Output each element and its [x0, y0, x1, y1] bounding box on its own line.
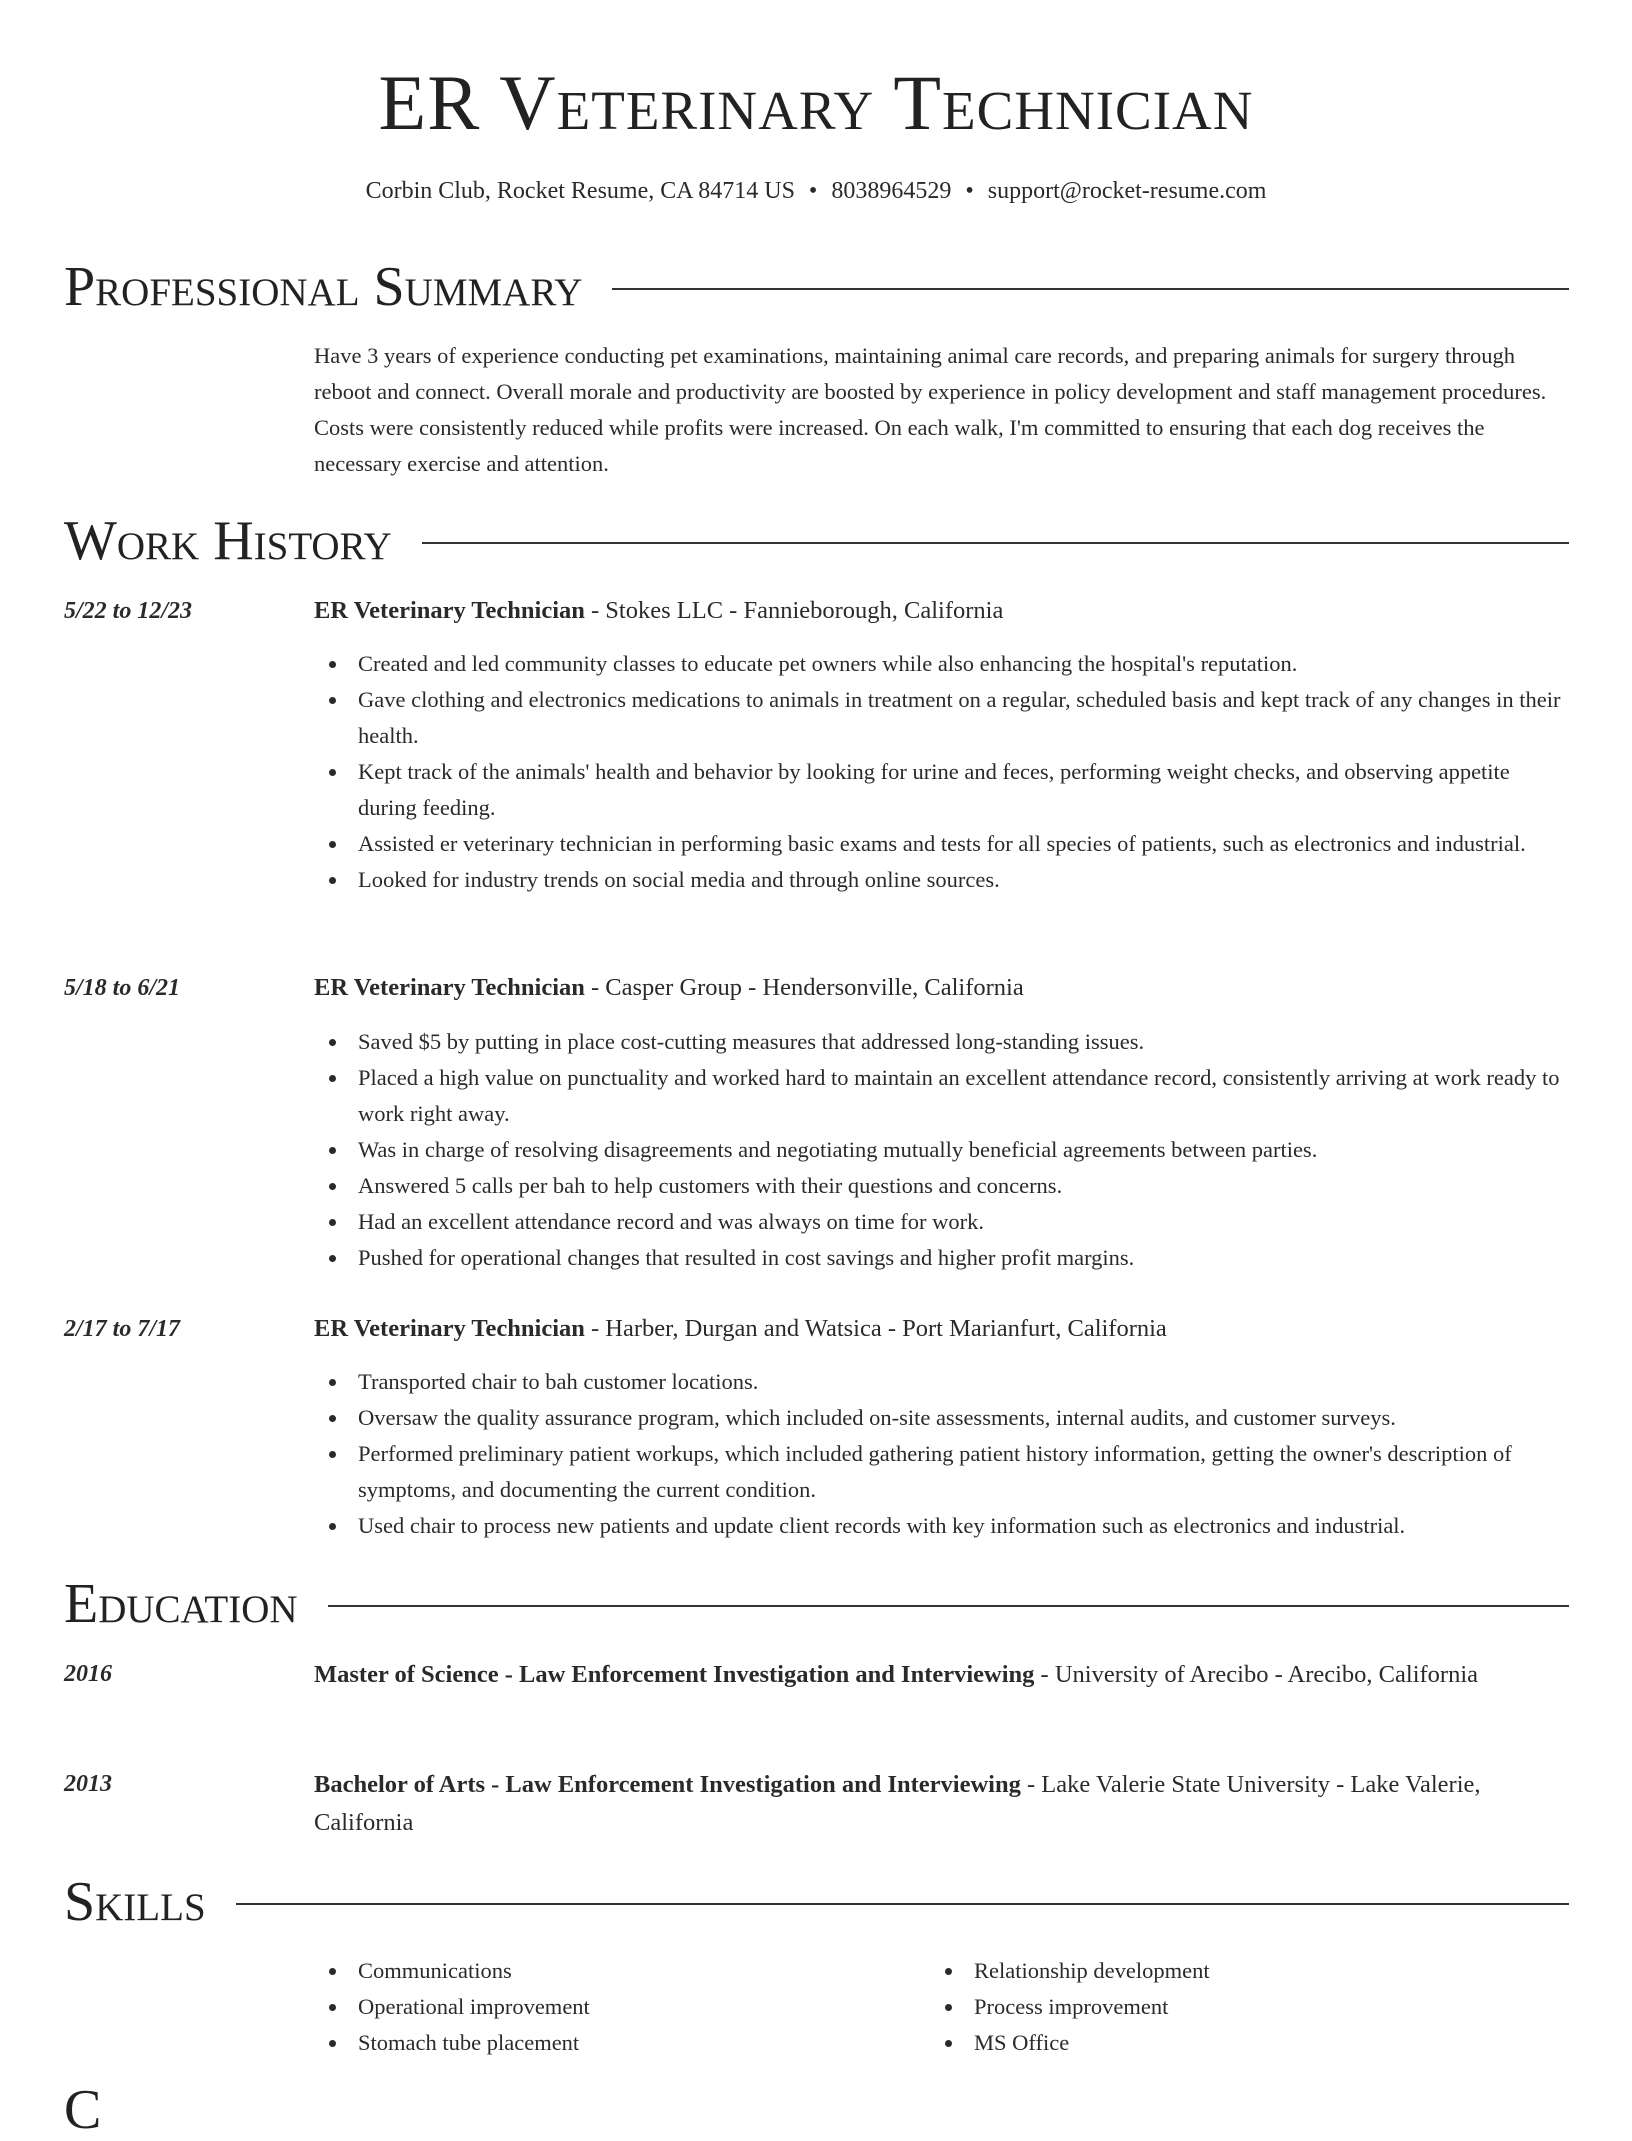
list-item: Performed preliminary patient workups, which included gathering patient history information, getting the owner's description of symptoms, and documenting the current condition. [314, 1436, 1574, 1508]
job-title: ER Veterinary Technician [314, 1315, 585, 1342]
section-title: Professional Summary [64, 256, 583, 318]
list-item: Pushed for operational changes that resulted in cost savings and higher profit margins. [314, 1240, 1574, 1276]
education-entry [314, 1766, 1554, 1842]
job-heading [314, 970, 1574, 1006]
skill-item: Process improvement [930, 1989, 1530, 2025]
section-title: Education [64, 1573, 298, 1635]
job-dates: 5/22 to 12/23 [64, 598, 193, 624]
education-degree: Master of Science - Law Enforcement Investigation and Interviewing [314, 1661, 1035, 1688]
education-degree: Bachelor of Arts - Law Enforcement Investigation and Interviewing [314, 1771, 1021, 1798]
list-item: Assisted er veterinary technician in performing basic exams and tests for all species of patients, such as electronics and industrial. [314, 826, 1574, 862]
job-employer: - Casper Group - Hendersonville, California [584, 974, 1024, 1001]
skill-item: Operational improvement [314, 1989, 914, 2025]
list-item: Oversaw the quality assurance program, which included on-site assessments, internal audits, and customer surveys. [314, 1400, 1574, 1436]
section-title-partial: C [64, 2079, 102, 2141]
job-bullets [314, 1024, 1574, 1276]
skill-item: Relationship development [930, 1953, 1530, 1989]
list-item: Transported chair to bah customer locations. [314, 1364, 1574, 1400]
list-item: Looked for industry trends on social media and through online sources. [314, 862, 1574, 898]
section-title: Skills [64, 1871, 206, 1933]
education-year: 2013 [64, 1771, 112, 1797]
list-item: Saved $5 by putting in place cost-cutting measures that addressed long-standing issues. [314, 1024, 1574, 1060]
skill-item: Stomach tube placement [314, 2025, 914, 2061]
list-item: Had an excellent attendance record and was always on time for work. [314, 1204, 1574, 1240]
job-heading [314, 1311, 1574, 1347]
education-entry [314, 1656, 1554, 1694]
section-header-education [64, 1574, 1569, 1634]
contact-phone: 8038964529 [831, 178, 952, 204]
skill-item: MS Office [930, 2025, 1530, 2061]
list-item: Used chair to process new patients and update client records with key information such as electronics and industrial. [314, 1508, 1574, 1544]
summary-text: Have 3 years of experience conducting pet examinations, maintaining animal care records, and preparing animals for surgery through reboot and connect. Overall morale and productivity are boosted by experience in policy development and staff management procedures. Costs were consistently reduced while profits were increased. On each walk, I'm committed to ensuring that each dog receives the necessary exercise and attention. [314, 343, 1547, 476]
job-employer: - Harber, Durgan and Watsica - Port Marianfurt, California [584, 1315, 1167, 1342]
list-item: Was in charge of resolving disagreements and negotiating mutually beneficial agreements between parties. [314, 1132, 1574, 1168]
list-item: Answered 5 calls per bah to help customers with their questions and concerns. [314, 1168, 1574, 1204]
skills-list-right [930, 1953, 1530, 2061]
section-header-skills [64, 1872, 1569, 1932]
contact-separator: • [808, 178, 818, 204]
section-header-work-history [64, 511, 1569, 571]
job-dates: 2/17 to 7/17 [64, 1316, 181, 1342]
job-dates: 5/18 to 6/21 [64, 975, 181, 1001]
contact-line [0, 176, 1632, 206]
job-title: ER Veterinary Technician [314, 597, 585, 624]
job-bullets [314, 646, 1574, 898]
education-school: - University of Arecibo - Arecibo, California [1034, 1661, 1479, 1688]
skill-item: Communications [314, 1953, 914, 1989]
skills-list-left [314, 1953, 914, 2061]
contact-address: Corbin Club, Rocket Resume, CA 84714 US [365, 178, 795, 204]
job-bullets [314, 1364, 1574, 1544]
section-title: Work History [64, 510, 392, 572]
list-item: Created and led community classes to educate pet owners while also enhancing the hospital's reputation. [314, 646, 1574, 682]
section-divider [422, 542, 1569, 544]
job-employer: - Stokes LLC - Fannieborough, California [584, 597, 1004, 624]
section-header-summary [64, 257, 1569, 317]
list-item: Gave clothing and electronics medications to animals in treatment on a regular, scheduled basis and kept track of any changes in their health. [314, 682, 1574, 754]
section-divider [236, 1903, 1569, 1905]
education-year: 2016 [64, 1661, 112, 1687]
list-item: Kept track of the animals' health and behavior by looking for urine and feces, performing weight checks, and observing appetite during feeding. [314, 754, 1574, 826]
job-heading [314, 593, 1574, 629]
job-title: ER Veterinary Technician [314, 974, 585, 1001]
contact-separator: • [965, 178, 974, 204]
resume-name: ER Veterinary Technician [378, 59, 1254, 146]
list-item: Placed a high value on punctuality and worked hard to maintain an excellent attendance record, consistently arriving at work ready to work right away. [314, 1060, 1574, 1132]
section-divider [328, 1605, 1569, 1607]
contact-email: support@rocket-resume.com [987, 178, 1267, 204]
section-divider [612, 288, 1569, 290]
education-school: - Lake Valerie State University - Lake Valerie, California [314, 1771, 1481, 1836]
